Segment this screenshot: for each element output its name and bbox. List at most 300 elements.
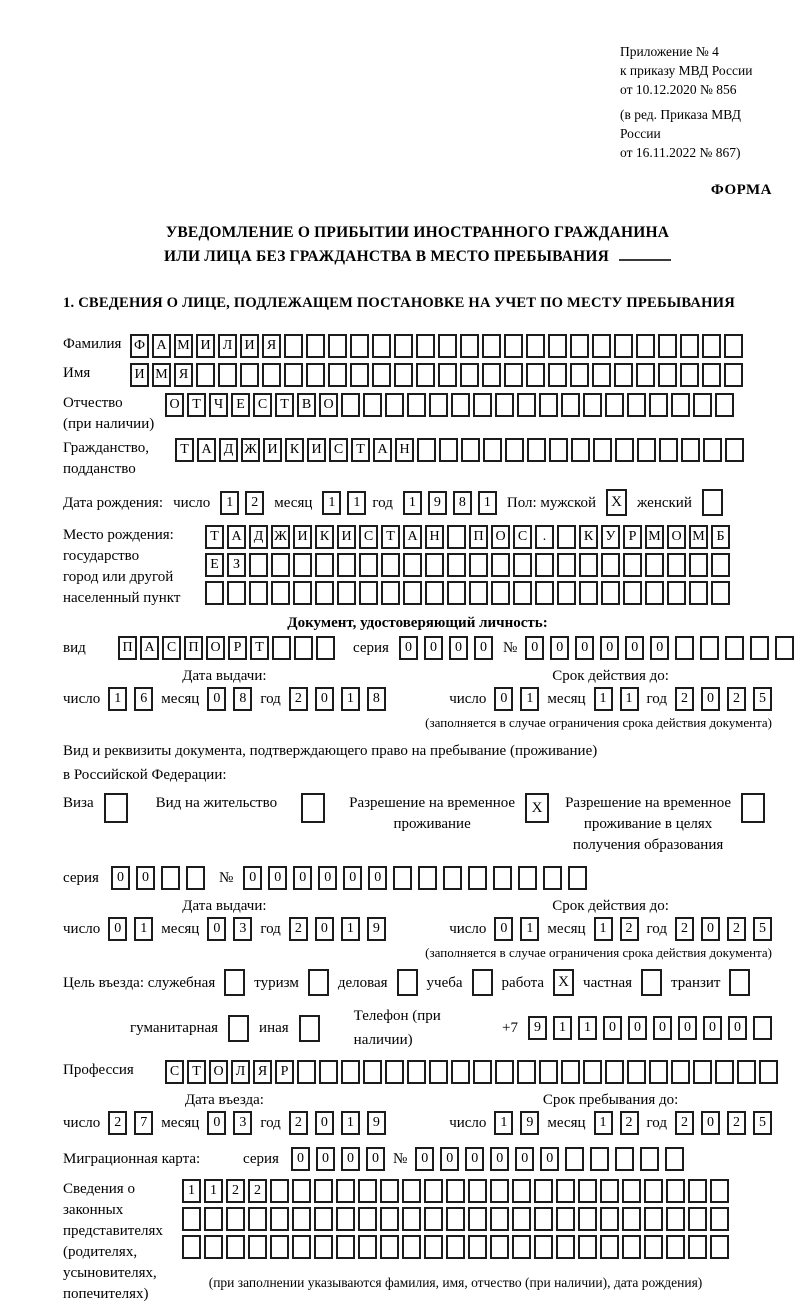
- char-cell[interactable]: 1: [594, 1111, 613, 1135]
- char-cell[interactable]: 0: [494, 917, 513, 941]
- char-cell[interactable]: 0: [600, 636, 619, 660]
- char-cell[interactable]: 1: [594, 917, 613, 941]
- char-cell[interactable]: 0: [650, 636, 669, 660]
- char-cell[interactable]: [759, 1060, 778, 1084]
- char-cell[interactable]: М: [689, 525, 708, 549]
- char-cell[interactable]: С: [165, 1060, 184, 1084]
- char-cell[interactable]: [381, 581, 400, 605]
- char-cell[interactable]: А: [197, 438, 216, 462]
- char-cell[interactable]: 2: [675, 1111, 694, 1135]
- char-cell[interactable]: Ч: [209, 393, 228, 417]
- char-cell[interactable]: [711, 581, 730, 605]
- char-cell[interactable]: [402, 1179, 421, 1203]
- char-cell[interactable]: [314, 1207, 333, 1231]
- char-cell[interactable]: [495, 1060, 514, 1084]
- char-cell[interactable]: 8: [233, 687, 252, 711]
- char-cell[interactable]: [583, 1060, 602, 1084]
- char-cell[interactable]: [363, 393, 382, 417]
- char-cell[interactable]: [556, 1179, 575, 1203]
- char-cell[interactable]: [556, 1235, 575, 1259]
- char-cell[interactable]: [535, 581, 554, 605]
- char-cell[interactable]: 1: [594, 687, 613, 711]
- char-cell[interactable]: [518, 866, 537, 890]
- char-cell[interactable]: [380, 1207, 399, 1231]
- char-cell[interactable]: [534, 1207, 553, 1231]
- char-cell[interactable]: 1: [108, 687, 127, 711]
- char-cell[interactable]: 0: [703, 1016, 722, 1040]
- char-cell[interactable]: [671, 1060, 690, 1084]
- char-cell[interactable]: [710, 1179, 729, 1203]
- char-cell[interactable]: 0: [207, 1111, 226, 1135]
- char-cell[interactable]: [350, 334, 369, 358]
- char-cell[interactable]: [715, 393, 734, 417]
- char-cell[interactable]: [446, 1179, 465, 1203]
- char-cell[interactable]: [468, 1207, 487, 1231]
- char-cell[interactable]: О: [165, 393, 184, 417]
- char-cell[interactable]: 0: [440, 1147, 459, 1171]
- char-cell[interactable]: [622, 1207, 641, 1231]
- char-cell[interactable]: [644, 1179, 663, 1203]
- char-cell[interactable]: [248, 1235, 267, 1259]
- char-cell[interactable]: [605, 1060, 624, 1084]
- visa-checkbox[interactable]: [104, 793, 128, 823]
- char-cell[interactable]: 0: [207, 917, 226, 941]
- char-cell[interactable]: [512, 1207, 531, 1231]
- work-checkbox[interactable]: X: [553, 969, 574, 996]
- char-cell[interactable]: [539, 1060, 558, 1084]
- char-cell[interactable]: И: [196, 334, 215, 358]
- char-cell[interactable]: [341, 1060, 360, 1084]
- char-cell[interactable]: 2: [108, 1111, 127, 1135]
- char-cell[interactable]: [319, 1060, 338, 1084]
- other-checkbox[interactable]: [299, 1015, 320, 1042]
- char-cell[interactable]: [372, 363, 391, 387]
- char-cell[interactable]: Д: [249, 525, 268, 549]
- char-cell[interactable]: [658, 363, 677, 387]
- char-cell[interactable]: 0: [701, 917, 720, 941]
- char-cell[interactable]: [482, 334, 501, 358]
- char-cell[interactable]: Т: [275, 393, 294, 417]
- char-cell[interactable]: К: [579, 525, 598, 549]
- char-cell[interactable]: 3: [233, 1111, 252, 1135]
- char-cell[interactable]: [425, 581, 444, 605]
- char-cell[interactable]: 0: [315, 917, 334, 941]
- char-cell[interactable]: [292, 1179, 311, 1203]
- char-cell[interactable]: 0: [449, 636, 468, 660]
- char-cell[interactable]: Н: [395, 438, 414, 462]
- char-cell[interactable]: 0: [490, 1147, 509, 1171]
- char-cell[interactable]: 0: [316, 1147, 335, 1171]
- char-cell[interactable]: А: [140, 636, 159, 660]
- char-cell[interactable]: [451, 1060, 470, 1084]
- char-cell[interactable]: О: [206, 636, 225, 660]
- char-cell[interactable]: [583, 393, 602, 417]
- char-cell[interactable]: [693, 393, 712, 417]
- char-cell[interactable]: Л: [218, 334, 237, 358]
- char-cell[interactable]: 0: [474, 636, 493, 660]
- char-cell[interactable]: [359, 581, 378, 605]
- char-cell[interactable]: [517, 393, 536, 417]
- char-cell[interactable]: [272, 636, 291, 660]
- char-cell[interactable]: 0: [315, 687, 334, 711]
- char-cell[interactable]: 9: [428, 491, 447, 515]
- char-cell[interactable]: [623, 553, 642, 577]
- char-cell[interactable]: [249, 553, 268, 577]
- char-cell[interactable]: И: [240, 334, 259, 358]
- char-cell[interactable]: [438, 334, 457, 358]
- char-cell[interactable]: [336, 1179, 355, 1203]
- char-cell[interactable]: [623, 581, 642, 605]
- char-cell[interactable]: [539, 393, 558, 417]
- char-cell[interactable]: [270, 1179, 289, 1203]
- char-cell[interactable]: 2: [620, 917, 639, 941]
- char-cell[interactable]: Е: [205, 553, 224, 577]
- char-cell[interactable]: [517, 1060, 536, 1084]
- char-cell[interactable]: 0: [701, 687, 720, 711]
- char-cell[interactable]: Р: [275, 1060, 294, 1084]
- char-cell[interactable]: [600, 1207, 619, 1231]
- char-cell[interactable]: [416, 334, 435, 358]
- char-cell[interactable]: [665, 1147, 684, 1171]
- char-cell[interactable]: 3: [233, 917, 252, 941]
- char-cell[interactable]: [561, 1060, 580, 1084]
- char-cell[interactable]: [666, 1235, 685, 1259]
- char-cell[interactable]: [182, 1207, 201, 1231]
- char-cell[interactable]: [186, 866, 205, 890]
- char-cell[interactable]: 1: [478, 491, 497, 515]
- char-cell[interactable]: [385, 1060, 404, 1084]
- char-cell[interactable]: [627, 1060, 646, 1084]
- char-cell[interactable]: [526, 334, 545, 358]
- char-cell[interactable]: [205, 581, 224, 605]
- char-cell[interactable]: [557, 525, 576, 549]
- char-cell[interactable]: [394, 334, 413, 358]
- char-cell[interactable]: [640, 1147, 659, 1171]
- char-cell[interactable]: [649, 393, 668, 417]
- char-cell[interactable]: [578, 1235, 597, 1259]
- char-cell[interactable]: 0: [728, 1016, 747, 1040]
- char-cell[interactable]: [468, 1235, 487, 1259]
- char-cell[interactable]: [417, 438, 436, 462]
- char-cell[interactable]: [204, 1207, 223, 1231]
- char-cell[interactable]: [403, 581, 422, 605]
- char-cell[interactable]: [425, 553, 444, 577]
- char-cell[interactable]: Т: [351, 438, 370, 462]
- char-cell[interactable]: [226, 1207, 245, 1231]
- char-cell[interactable]: О: [319, 393, 338, 417]
- char-cell[interactable]: [504, 334, 523, 358]
- char-cell[interactable]: Р: [623, 525, 642, 549]
- char-cell[interactable]: М: [645, 525, 664, 549]
- char-cell[interactable]: [592, 363, 611, 387]
- char-cell[interactable]: 0: [136, 866, 155, 890]
- char-cell[interactable]: [292, 1235, 311, 1259]
- char-cell[interactable]: О: [491, 525, 510, 549]
- char-cell[interactable]: [600, 1235, 619, 1259]
- char-cell[interactable]: [568, 866, 587, 890]
- char-cell[interactable]: [394, 363, 413, 387]
- char-cell[interactable]: [490, 1179, 509, 1203]
- char-cell[interactable]: [429, 1060, 448, 1084]
- char-cell[interactable]: 0: [243, 866, 262, 890]
- char-cell[interactable]: 1: [322, 491, 341, 515]
- char-cell[interactable]: [306, 363, 325, 387]
- char-cell[interactable]: [226, 1235, 245, 1259]
- char-cell[interactable]: [505, 438, 524, 462]
- char-cell[interactable]: [535, 553, 554, 577]
- male-checkbox[interactable]: X: [606, 489, 627, 516]
- char-cell[interactable]: 2: [727, 917, 746, 941]
- char-cell[interactable]: [556, 1207, 575, 1231]
- char-cell[interactable]: [557, 581, 576, 605]
- char-cell[interactable]: [491, 581, 510, 605]
- char-cell[interactable]: [622, 1179, 641, 1203]
- char-cell[interactable]: Р: [228, 636, 247, 660]
- char-cell[interactable]: [271, 581, 290, 605]
- char-cell[interactable]: [270, 1207, 289, 1231]
- char-cell[interactable]: [671, 393, 690, 417]
- char-cell[interactable]: [753, 1016, 772, 1040]
- char-cell[interactable]: [579, 553, 598, 577]
- char-cell[interactable]: [316, 636, 335, 660]
- char-cell[interactable]: 1: [620, 687, 639, 711]
- female-checkbox[interactable]: [702, 489, 723, 516]
- char-cell[interactable]: 2: [226, 1179, 245, 1203]
- char-cell[interactable]: [658, 334, 677, 358]
- char-cell[interactable]: Ж: [271, 525, 290, 549]
- char-cell[interactable]: [703, 438, 722, 462]
- char-cell[interactable]: [429, 393, 448, 417]
- char-cell[interactable]: [358, 1179, 377, 1203]
- char-cell[interactable]: [570, 334, 589, 358]
- char-cell[interactable]: [402, 1207, 421, 1231]
- char-cell[interactable]: [504, 363, 523, 387]
- char-cell[interactable]: [270, 1235, 289, 1259]
- char-cell[interactable]: 9: [367, 1111, 386, 1135]
- char-cell[interactable]: [451, 393, 470, 417]
- char-cell[interactable]: П: [469, 525, 488, 549]
- char-cell[interactable]: [645, 581, 664, 605]
- char-cell[interactable]: [447, 553, 466, 577]
- char-cell[interactable]: Б: [711, 525, 730, 549]
- char-cell[interactable]: [293, 553, 312, 577]
- char-cell[interactable]: [393, 866, 412, 890]
- char-cell[interactable]: 2: [727, 687, 746, 711]
- char-cell[interactable]: [659, 438, 678, 462]
- char-cell[interactable]: [666, 1207, 685, 1231]
- char-cell[interactable]: [262, 363, 281, 387]
- char-cell[interactable]: [549, 438, 568, 462]
- char-cell[interactable]: 0: [494, 687, 513, 711]
- char-cell[interactable]: [710, 1207, 729, 1231]
- char-cell[interactable]: [649, 1060, 668, 1084]
- char-cell[interactable]: [381, 553, 400, 577]
- char-cell[interactable]: [446, 1235, 465, 1259]
- char-cell[interactable]: [724, 334, 743, 358]
- char-cell[interactable]: 1: [204, 1179, 223, 1203]
- char-cell[interactable]: 9: [520, 1111, 539, 1135]
- char-cell[interactable]: [490, 1235, 509, 1259]
- char-cell[interactable]: 2: [620, 1111, 639, 1135]
- char-cell[interactable]: 0: [550, 636, 569, 660]
- char-cell[interactable]: [495, 393, 514, 417]
- char-cell[interactable]: 0: [515, 1147, 534, 1171]
- char-cell[interactable]: [543, 866, 562, 890]
- char-cell[interactable]: [600, 1179, 619, 1203]
- residence-permit-checkbox[interactable]: [301, 793, 325, 823]
- char-cell[interactable]: [297, 1060, 316, 1084]
- char-cell[interactable]: [469, 553, 488, 577]
- char-cell[interactable]: [688, 1235, 707, 1259]
- char-cell[interactable]: [380, 1179, 399, 1203]
- char-cell[interactable]: [666, 1179, 685, 1203]
- char-cell[interactable]: 2: [289, 687, 308, 711]
- char-cell[interactable]: [447, 581, 466, 605]
- char-cell[interactable]: 0: [368, 866, 387, 890]
- char-cell[interactable]: [443, 866, 462, 890]
- char-cell[interactable]: 1: [341, 917, 360, 941]
- char-cell[interactable]: И: [263, 438, 282, 462]
- char-cell[interactable]: 0: [678, 1016, 697, 1040]
- char-cell[interactable]: 0: [575, 636, 594, 660]
- char-cell[interactable]: 1: [403, 491, 422, 515]
- char-cell[interactable]: [681, 438, 700, 462]
- char-cell[interactable]: [614, 363, 633, 387]
- char-cell[interactable]: [359, 553, 378, 577]
- char-cell[interactable]: [473, 1060, 492, 1084]
- char-cell[interactable]: 1: [578, 1016, 597, 1040]
- char-cell[interactable]: 0: [465, 1147, 484, 1171]
- char-cell[interactable]: [438, 363, 457, 387]
- char-cell[interactable]: [636, 363, 655, 387]
- char-cell[interactable]: [615, 1147, 634, 1171]
- char-cell[interactable]: [380, 1235, 399, 1259]
- char-cell[interactable]: А: [227, 525, 246, 549]
- char-cell[interactable]: [548, 334, 567, 358]
- char-cell[interactable]: [724, 363, 743, 387]
- char-cell[interactable]: И: [130, 363, 149, 387]
- char-cell[interactable]: [693, 1060, 712, 1084]
- char-cell[interactable]: [385, 393, 404, 417]
- char-cell[interactable]: [645, 553, 664, 577]
- char-cell[interactable]: 8: [453, 491, 472, 515]
- char-cell[interactable]: [249, 581, 268, 605]
- char-cell[interactable]: [314, 1235, 333, 1259]
- char-cell[interactable]: [363, 1060, 382, 1084]
- char-cell[interactable]: И: [337, 525, 356, 549]
- char-cell[interactable]: У: [601, 525, 620, 549]
- char-cell[interactable]: [711, 553, 730, 577]
- char-cell[interactable]: [513, 553, 532, 577]
- char-cell[interactable]: 2: [289, 917, 308, 941]
- char-cell[interactable]: [601, 581, 620, 605]
- transit-checkbox[interactable]: [729, 969, 750, 996]
- char-cell[interactable]: 6: [134, 687, 153, 711]
- char-cell[interactable]: 0: [653, 1016, 672, 1040]
- char-cell[interactable]: [605, 393, 624, 417]
- char-cell[interactable]: Я: [253, 1060, 272, 1084]
- char-cell[interactable]: [468, 866, 487, 890]
- char-cell[interactable]: [315, 553, 334, 577]
- char-cell[interactable]: 0: [207, 687, 226, 711]
- char-cell[interactable]: 5: [753, 917, 772, 941]
- humanitarian-checkbox[interactable]: [228, 1015, 249, 1042]
- char-cell[interactable]: [667, 581, 686, 605]
- tourism-checkbox[interactable]: [308, 969, 329, 996]
- char-cell[interactable]: [725, 438, 744, 462]
- char-cell[interactable]: [512, 1179, 531, 1203]
- official-checkbox[interactable]: [224, 969, 245, 996]
- char-cell[interactable]: [182, 1235, 201, 1259]
- char-cell[interactable]: [565, 1147, 584, 1171]
- char-cell[interactable]: [513, 581, 532, 605]
- char-cell[interactable]: 2: [289, 1111, 308, 1135]
- char-cell[interactable]: [446, 1207, 465, 1231]
- char-cell[interactable]: П: [118, 636, 137, 660]
- char-cell[interactable]: 1: [347, 491, 366, 515]
- char-cell[interactable]: С: [162, 636, 181, 660]
- char-cell[interactable]: [534, 1235, 553, 1259]
- char-cell[interactable]: В: [297, 393, 316, 417]
- char-cell[interactable]: 0: [399, 636, 418, 660]
- char-cell[interactable]: Н: [425, 525, 444, 549]
- char-cell[interactable]: [534, 1179, 553, 1203]
- char-cell[interactable]: [680, 334, 699, 358]
- char-cell[interactable]: 9: [528, 1016, 547, 1040]
- char-cell[interactable]: М: [174, 334, 193, 358]
- char-cell[interactable]: Т: [250, 636, 269, 660]
- char-cell[interactable]: А: [403, 525, 422, 549]
- char-cell[interactable]: 0: [291, 1147, 310, 1171]
- char-cell[interactable]: [644, 1207, 663, 1231]
- char-cell[interactable]: 0: [293, 866, 312, 890]
- char-cell[interactable]: Т: [381, 525, 400, 549]
- char-cell[interactable]: 8: [367, 687, 386, 711]
- char-cell[interactable]: [702, 334, 721, 358]
- char-cell[interactable]: 1: [520, 917, 539, 941]
- char-cell[interactable]: [358, 1207, 377, 1231]
- char-cell[interactable]: [358, 1235, 377, 1259]
- char-cell[interactable]: [306, 334, 325, 358]
- char-cell[interactable]: 0: [343, 866, 362, 890]
- char-cell[interactable]: [637, 438, 656, 462]
- char-cell[interactable]: [337, 553, 356, 577]
- char-cell[interactable]: И: [293, 525, 312, 549]
- char-cell[interactable]: [644, 1235, 663, 1259]
- char-cell[interactable]: Т: [205, 525, 224, 549]
- char-cell[interactable]: [512, 1235, 531, 1259]
- char-cell[interactable]: [571, 438, 590, 462]
- char-cell[interactable]: [688, 1179, 707, 1203]
- char-cell[interactable]: [627, 393, 646, 417]
- char-cell[interactable]: [403, 553, 422, 577]
- char-cell[interactable]: [614, 334, 633, 358]
- char-cell[interactable]: [615, 438, 634, 462]
- char-cell[interactable]: 0: [268, 866, 287, 890]
- char-cell[interactable]: М: [152, 363, 171, 387]
- char-cell[interactable]: [337, 581, 356, 605]
- char-cell[interactable]: [402, 1235, 421, 1259]
- business-checkbox[interactable]: [397, 969, 418, 996]
- char-cell[interactable]: 0: [701, 1111, 720, 1135]
- char-cell[interactable]: [570, 363, 589, 387]
- char-cell[interactable]: [240, 363, 259, 387]
- char-cell[interactable]: 0: [628, 1016, 647, 1040]
- char-cell[interactable]: 0: [111, 866, 130, 890]
- char-cell[interactable]: 5: [753, 687, 772, 711]
- char-cell[interactable]: [636, 334, 655, 358]
- char-cell[interactable]: [407, 393, 426, 417]
